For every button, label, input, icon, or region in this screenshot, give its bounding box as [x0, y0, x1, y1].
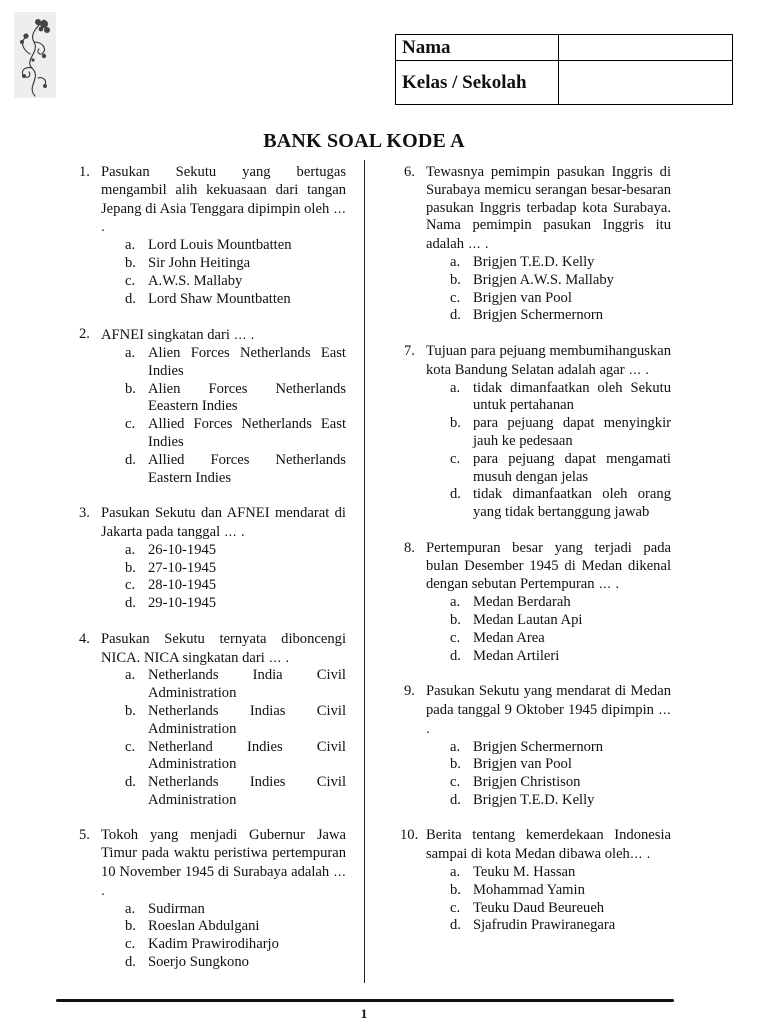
option-text: Mohammad Yamin [473, 881, 585, 898]
name-label: Nama [396, 35, 559, 61]
option-letter: c. [125, 416, 136, 433]
footer-rule [56, 999, 674, 1002]
question-blank: … . [264, 649, 290, 665]
option-letter: b. [450, 881, 461, 898]
option-text: Teuku Daud Beureueh [473, 899, 605, 916]
answer-option[interactable] [101, 703, 346, 739]
option-letter: d. [450, 307, 461, 324]
answer-option[interactable] [426, 254, 671, 272]
question-text-body: Pasukan Sekutu yang bertugas mengambil alih kekuasaan dari tangan Jepang di Asia Tenggara dipimpin oleh [101, 164, 346, 217]
answer-option[interactable] [426, 380, 671, 416]
answer-option[interactable] [426, 864, 671, 882]
option-letter: a. [125, 344, 136, 361]
answer-option[interactable] [101, 901, 346, 919]
question-text [426, 827, 671, 864]
answer-option[interactable] [101, 381, 346, 417]
question-text-body: Tujuan para pejuang membumihanguskan kota Bandung Selatan adalah agar [426, 342, 671, 378]
answer-option[interactable] [426, 594, 671, 612]
question-blank: … . [464, 236, 489, 252]
question-number: 2. [79, 326, 90, 343]
question-text-body: Pasukan Sekutu dan AFNEI mendarat di Jakarta pada tanggal [101, 505, 346, 540]
answer-option[interactable] [426, 882, 671, 900]
question-number: 10. [400, 827, 419, 844]
option-letter: b. [125, 918, 136, 935]
option-letter: a. [450, 253, 461, 270]
question-text [426, 343, 671, 380]
option-text: Medan Area [473, 629, 545, 646]
question-item [79, 505, 346, 613]
question-text-body: Pasukan Sekutu ternyata diboncengi NICA. NICA singkatan dari [101, 630, 346, 666]
option-text: Lord Louis Mountbatten [148, 237, 292, 254]
answer-option[interactable] [101, 273, 346, 291]
question-text [101, 326, 346, 345]
option-text: Alien Forces Netherlands Eeastern Indies [148, 380, 346, 415]
option-letter: d. [450, 917, 461, 934]
option-letter: a. [450, 594, 461, 611]
question-blank: … . [220, 523, 245, 539]
option-letter: b. [450, 756, 461, 773]
option-letter: d. [125, 954, 136, 971]
class-school-value-cell [559, 61, 733, 105]
identity-table [395, 34, 733, 105]
page-title: BANK SOAL KODE A [263, 130, 465, 152]
answer-option[interactable] [426, 917, 671, 935]
question-item [400, 827, 671, 935]
answer-option[interactable] [426, 486, 671, 522]
answer-option[interactable] [101, 291, 346, 309]
option-text: Sjafrudin Prawiranegara [473, 917, 616, 934]
question-text [101, 631, 346, 668]
question-blank: … . [594, 576, 620, 592]
option-letter: d. [450, 647, 461, 664]
question-text [426, 540, 671, 594]
option-text: Teuku M. Hassan [473, 864, 576, 881]
option-letter: b. [450, 271, 461, 288]
option-letter: c. [450, 289, 461, 306]
option-letter: c. [125, 738, 136, 755]
option-text: Netherlands Indies Civil Administration [148, 774, 346, 808]
answer-option[interactable] [426, 739, 671, 757]
option-letter: c. [450, 899, 461, 916]
question-number: 5. [79, 827, 90, 844]
option-text: Brigjen van Pool [473, 289, 572, 306]
answer-option[interactable] [426, 415, 671, 451]
question-item [79, 631, 346, 810]
answer-option[interactable] [101, 560, 346, 578]
question-text [101, 827, 346, 900]
answer-option[interactable] [426, 612, 671, 630]
option-letter: c. [450, 774, 461, 791]
answer-option[interactable] [426, 648, 671, 666]
option-letter: c. [450, 629, 461, 646]
option-text: Brigjen Schermernorn [473, 738, 604, 755]
question-text [426, 164, 671, 254]
floral-ornament-icon [14, 12, 56, 98]
option-letter: a. [125, 237, 136, 254]
option-text: Lord Shaw Mountbatten [148, 290, 291, 307]
answer-option[interactable] [101, 237, 346, 255]
answer-option[interactable] [426, 307, 671, 325]
answer-option[interactable] [101, 667, 346, 703]
question-number: 4. [79, 630, 90, 647]
option-text: Brigjen Schermernorn [473, 307, 604, 324]
option-letter: d. [450, 791, 461, 808]
page-number: 1 [360, 1006, 368, 1021]
option-text: Allied Forces Netherlands Eastern Indies [148, 451, 346, 486]
answer-option[interactable] [101, 255, 346, 273]
option-text: Netherlands India Civil Administration [148, 667, 346, 702]
option-text: 28-10-1945 [148, 577, 217, 594]
question-item [79, 164, 346, 308]
option-text: Netherlands Indias Civil Administration [148, 702, 346, 737]
question-item [79, 827, 346, 971]
question-text-body: Pasukan Sekutu yang mendarat di Medan pada tanggal 9 Oktober 1945 dipimpin [426, 683, 671, 718]
option-text: Sir John Heitinga [148, 254, 251, 271]
answer-option[interactable] [101, 542, 346, 560]
option-letter: a. [125, 900, 136, 917]
option-text: Soerjo Sungkono [148, 954, 249, 971]
question-blank: … . [101, 864, 346, 898]
question-text-body: AFNEI singkatan dari [101, 327, 230, 344]
answer-option[interactable] [426, 792, 671, 810]
question-number: 8. [404, 539, 415, 556]
option-text: Brigjen van Pool [473, 756, 572, 773]
question-number: 6. [404, 164, 415, 180]
question-blank: … . [426, 701, 671, 736]
option-letter: c. [450, 450, 461, 467]
right-question-column [400, 164, 671, 953]
answer-option[interactable] [426, 900, 671, 918]
answer-option[interactable] [426, 630, 671, 648]
option-letter: b. [125, 702, 136, 719]
answer-option[interactable] [101, 595, 346, 613]
answer-option[interactable] [101, 452, 346, 488]
option-text: 27-10-1945 [148, 559, 217, 576]
option-text: 26-10-1945 [148, 541, 217, 558]
question-text [101, 164, 346, 237]
answer-option[interactable] [426, 774, 671, 792]
option-letter: b. [450, 415, 461, 432]
question-text-body: Pertempuran besar yang terjadi pada bulan Desember 1945 di Medan dikenal dengan sebutan Pertempuran [426, 539, 671, 593]
answer-option[interactable] [101, 774, 346, 810]
question-number: 9. [404, 683, 415, 700]
option-text: Brigjen Christison [473, 774, 581, 791]
answer-option[interactable] [101, 954, 346, 972]
question-text [426, 683, 671, 738]
option-text: para pejuang dapat mengamati musuh dengan jelas [473, 450, 671, 485]
option-text: Allied Forces Netherlands East Indies [148, 416, 346, 450]
option-letter: d. [125, 774, 136, 791]
option-text: Medan Artileri [473, 647, 560, 664]
question-blank: … . [629, 846, 651, 862]
question-item [404, 540, 671, 666]
left-question-column [79, 164, 346, 990]
question-text-body: Tokoh yang menjadi Gubernur Jawa Timur pada waktu peristiwa pertempuran 10 November 1945 di Surabaya adalah [101, 827, 346, 881]
answer-option[interactable] [101, 936, 346, 954]
question-item [79, 326, 346, 487]
option-text: Medan Berdarah [473, 594, 571, 611]
option-text: Brigjen T.E.D. Kelly [473, 253, 595, 270]
option-text: tidak dimanfaatkan oleh Sekutu untuk pertahanan [473, 379, 671, 414]
option-text: para pejuang dapat menyingkir jauh ke pedesaan [473, 415, 671, 449]
option-text: Roeslan Abdulgani [148, 918, 260, 935]
option-letter: c. [125, 577, 136, 594]
name-value-cell [559, 35, 733, 61]
question-text [101, 505, 346, 542]
option-text: Brigjen T.E.D. Kelly [473, 791, 595, 808]
answer-option[interactable] [426, 451, 671, 487]
answer-option[interactable] [426, 272, 671, 290]
option-letter: b. [125, 380, 136, 397]
option-letter: a. [450, 379, 461, 396]
answer-option[interactable] [101, 345, 346, 381]
option-text: Netherland Indies Civil Administration [148, 738, 346, 773]
question-number: 7. [404, 342, 415, 359]
option-letter: d. [125, 290, 136, 307]
option-letter: a. [450, 738, 461, 755]
answer-option[interactable] [426, 756, 671, 774]
question-item [404, 343, 671, 522]
option-letter: d. [450, 486, 461, 503]
answer-option[interactable] [101, 918, 346, 936]
option-letter: a. [450, 864, 461, 881]
option-letter: a. [125, 667, 136, 684]
answer-option[interactable] [426, 290, 671, 308]
option-letter: b. [125, 559, 136, 576]
question-blank: … . [101, 200, 346, 235]
option-letter: b. [450, 611, 461, 628]
answer-option[interactable] [101, 416, 346, 452]
question-item [404, 164, 671, 325]
column-divider [364, 160, 365, 983]
option-letter: c. [125, 272, 136, 289]
question-blank: … . [624, 361, 650, 377]
option-text: Brigjen A.W.S. Mallaby [473, 271, 614, 288]
option-text: 29-10-1945 [148, 595, 217, 612]
option-text: Sudirman [148, 900, 205, 917]
answer-option[interactable] [101, 577, 346, 595]
question-item [404, 683, 671, 810]
option-text: Alien Forces Netherlands East Indies [148, 344, 346, 379]
option-letter: c. [125, 936, 136, 953]
option-letter: a. [125, 541, 136, 558]
option-letter: b. [125, 254, 136, 271]
question-number: 3. [79, 505, 90, 522]
class-school-label: Kelas / Sekolah [396, 61, 559, 105]
answer-option[interactable] [101, 739, 346, 775]
question-text-body: Tewasnya pemimpin pasukan Inggris di Surabaya memicu serangan besar-besaran pasukan Inggris terbadap kota Surabaya. Nama pemimpin pasukan Inggris itu adalah [426, 164, 671, 253]
option-text: A.W.S. Mallaby [148, 272, 243, 289]
option-letter: d. [125, 595, 136, 612]
question-text-body: Berita tentang kemerdekaan Indonesia sampai di kota Medan dibawa oleh [426, 827, 671, 863]
question-blank: … . [229, 327, 255, 343]
option-text: tidak dimanfaatkan oleh orang yang tidak bertanggung jawab [473, 486, 671, 521]
option-text: Kadim Prawirodiharjo [148, 936, 279, 953]
option-letter: d. [125, 451, 136, 468]
question-number: 1. [79, 164, 90, 180]
option-text: Medan Lautan Api [473, 611, 583, 628]
